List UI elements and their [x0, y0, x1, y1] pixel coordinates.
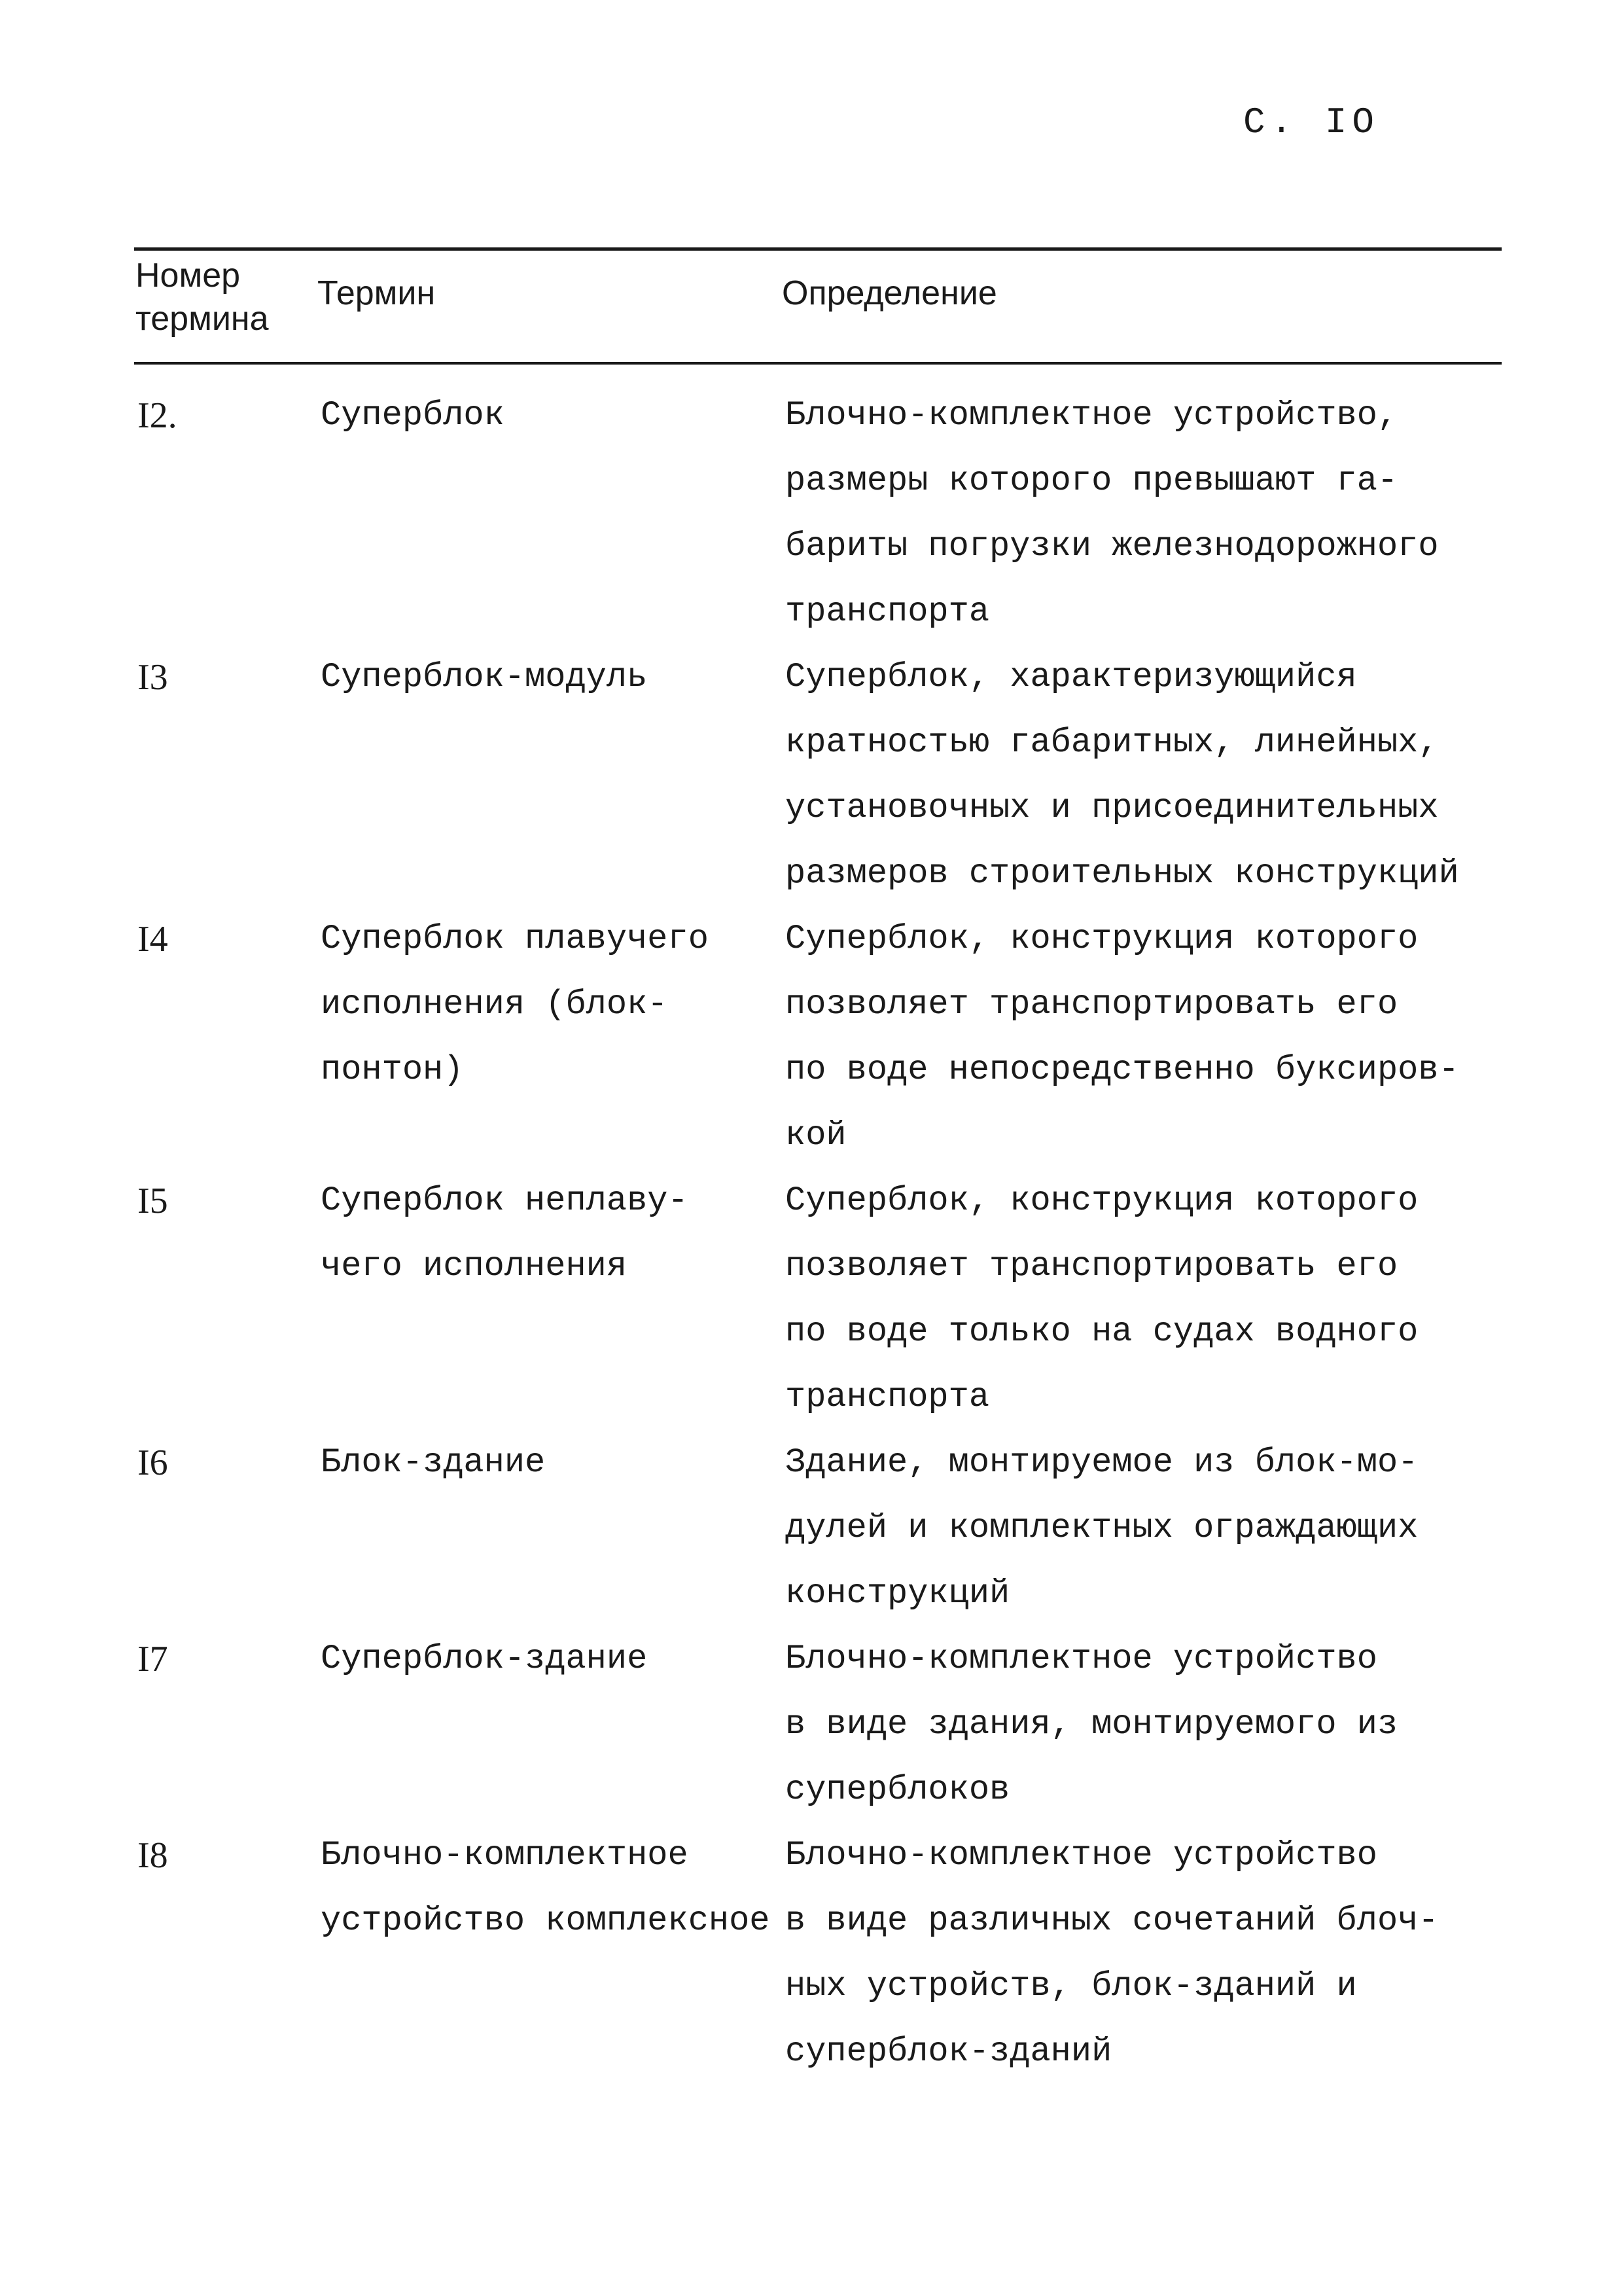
term-definition: Блочно-комплектное устройство в виде здания, монтируемого из суперблоков: [785, 1640, 1398, 1809]
term-number: I5: [137, 1181, 168, 1221]
header-definition: Определение: [782, 274, 997, 312]
header-term-number: Номер термина: [135, 257, 269, 338]
term-definition: Суперблок, характеризующийся кратностью габаритных, линейных, установочных и присоединительных размеров строительных конструкций: [785, 658, 1459, 893]
term-definition: Суперблок, конструкция которого позволяет транспортировать его по воде только на судах водного транспорта: [785, 1181, 1419, 1416]
term-name: Суперблок плавучего исполнения (блок- понтон): [321, 920, 709, 1089]
table-row: [134, 1168, 1502, 1430]
term-definition: Блочно-комплектное устройство, размеры которого превышают га- бариты погрузки железнодорожного транспорта: [785, 396, 1439, 631]
term-name: Суперблок-модуль: [321, 658, 648, 696]
term-name: Суперблок неплаву- чего исполнения: [321, 1181, 688, 1285]
term-definition: Суперблок, конструкция которого позволяет транспортировать его по воде непосредственно буксиров- кой: [785, 920, 1459, 1155]
term-definition: Здание, монтируемое из блок-мо- дулей и комплектных ограждающих конструкций: [785, 1443, 1419, 1613]
term-number: I7: [137, 1639, 168, 1679]
term-number: I3: [137, 657, 168, 698]
term-number: I8: [137, 1835, 168, 1876]
table-row: [134, 1430, 1502, 1626]
header-term: Термин: [317, 274, 436, 312]
term-number: I2.: [137, 395, 177, 436]
table-row: [134, 645, 1502, 906]
term-number: I4: [137, 919, 168, 960]
table-row: [134, 1823, 1502, 2085]
terms-table: [134, 383, 1502, 2085]
term-name: Блочно-комплектное устройство комплексное: [321, 1836, 770, 1940]
table-row: [134, 906, 1502, 1168]
table-row: [134, 1626, 1502, 1823]
term-definition: Блочно-комплектное устройство в виде различных сочетаний блоч- ных устройств, блок-зданий и суперблок-зданий: [785, 1836, 1439, 2071]
page-number: С. IO: [1243, 101, 1380, 143]
table-top-rule: [134, 247, 1502, 251]
table-header-rule: [134, 362, 1502, 365]
term-number: I6: [137, 1443, 168, 1483]
term-name: Суперблок: [321, 396, 504, 435]
term-name: Блок-здание: [321, 1443, 546, 1482]
table-row: [134, 383, 1502, 645]
term-name: Суперблок-здание: [321, 1640, 648, 1678]
